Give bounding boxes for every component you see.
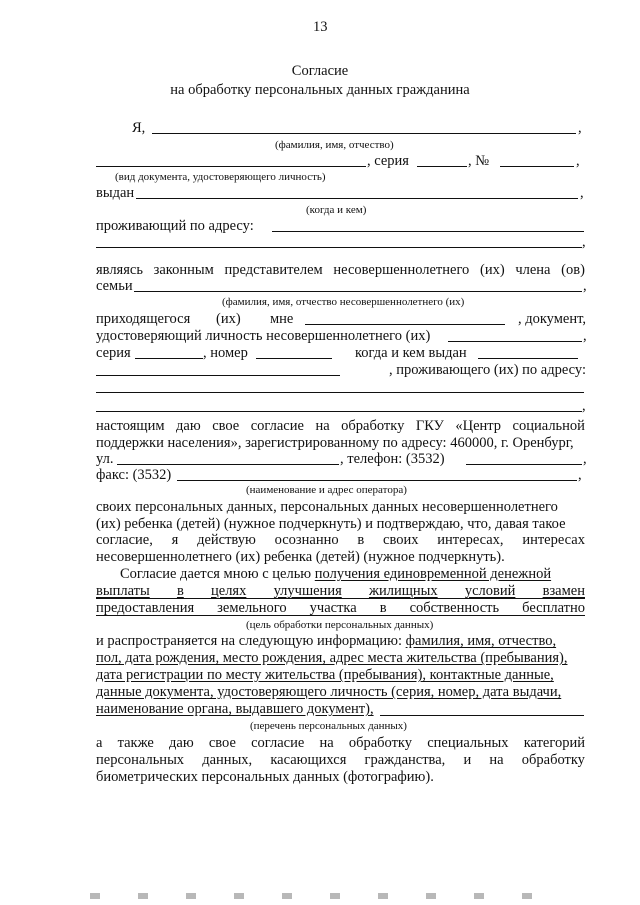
word: условий (464, 583, 516, 599)
word: персональных (96, 752, 185, 768)
street-label: ул. (96, 451, 114, 467)
word: а (96, 735, 103, 751)
word: гражданства, (364, 752, 446, 768)
representative-line-1 (96, 263, 585, 278)
word: бесплатно (522, 600, 585, 616)
word: в (379, 600, 387, 616)
info-line-4: данные документа, удостоверяющего личность (серия, номер, дата выдачи, (96, 684, 562, 700)
comma: , (576, 153, 580, 169)
purpose-underlined: получения единовременной денежной (314, 566, 552, 582)
address-line-2[interactable] (96, 247, 582, 248)
consent-line-2: поддержки населения», зарегистрированному по адресу: 460000, г. Оренбург, (96, 435, 574, 451)
word: (их) (479, 262, 505, 278)
operator-caption: (наименование и адрес оператора) (246, 484, 407, 496)
vydan-label: выдан (96, 185, 135, 201)
word: согласие, (96, 532, 153, 548)
word: «Центр (455, 418, 502, 434)
doc-series-line[interactable] (417, 166, 467, 167)
comma: , (583, 278, 587, 294)
comma: , (583, 451, 587, 467)
word: целях (211, 583, 247, 599)
comma: , (578, 467, 582, 483)
word: также (117, 735, 154, 751)
doc-caption: (вид документа, удостоверяющего личность) (115, 171, 326, 183)
word: выплаты (96, 583, 150, 599)
word: собственность (409, 600, 500, 616)
info-intro: и распространяется на следующую информацию: (96, 633, 406, 649)
word: предоставления (96, 600, 195, 616)
word: интересах (522, 532, 585, 548)
minor-doc-label: удостоверяющий личность несовершеннолетнего (их) (96, 328, 431, 344)
phone-line[interactable] (466, 464, 582, 465)
word: обработку (521, 752, 585, 768)
special-line-2 (96, 753, 585, 768)
minor-series-line[interactable] (135, 358, 203, 359)
word: согласие (250, 418, 304, 434)
word: являясь (96, 262, 143, 278)
doc-number-line[interactable] (500, 166, 574, 167)
address-label: проживающий по адресу: (96, 218, 254, 234)
phone-label: , телефон: (3532) (340, 451, 445, 467)
word: действую (197, 532, 256, 548)
document-title: Согласие (291, 63, 349, 79)
word: на (319, 735, 334, 751)
consent-paragraph-4: несовершеннолетнего (их) ребенка (детей) (нужное подчеркнуть). (96, 549, 505, 565)
consent-paragraph-1: своих персональных данных, персональных данных несовершеннолетнего (96, 499, 558, 515)
semyi-label: семьи (96, 278, 133, 294)
word: члена (515, 262, 551, 278)
minor-nomer-label: , номер (203, 345, 248, 361)
street-line[interactable] (117, 464, 339, 465)
fio-line[interactable] (152, 133, 576, 134)
word: обработку (341, 418, 405, 434)
purpose-underline-3 (96, 615, 585, 616)
purpose-line-2 (96, 584, 585, 599)
comma: , (583, 328, 587, 344)
minor-doc-line[interactable] (448, 341, 582, 342)
word: даю (169, 735, 194, 751)
word: осознанно (274, 532, 339, 548)
word: несовершеннолетнего (333, 262, 470, 278)
minor-issued-line-2[interactable] (96, 375, 340, 376)
word: категорий (523, 735, 585, 751)
word: приходящегося (96, 311, 191, 327)
consent-line-1 (96, 419, 585, 434)
purpose-caption: (цель обработки персональных данных) (246, 619, 434, 631)
info-extra-line[interactable] (380, 715, 584, 716)
info-underlined: фамилия, имя, отчество, (405, 633, 557, 649)
word: настоящим (96, 418, 165, 434)
fio-caption: (фамилия, имя, отчество) (275, 139, 394, 151)
purpose-line-3 (96, 601, 585, 616)
info-caption: (перечень персональных данных) (250, 720, 407, 732)
word: интересах, (437, 532, 504, 548)
info-line-2: пол, дата рождения, место рождения, адрес места жительства (пребывания), (96, 650, 568, 666)
minor-number-line[interactable] (256, 358, 332, 359)
word: взамен (542, 583, 585, 599)
word: и (463, 752, 472, 768)
info-line-1 (96, 634, 556, 649)
word: согласие (251, 735, 305, 751)
word: (ов) (561, 262, 585, 278)
word: , документ, (517, 311, 586, 327)
info-line-5: наименование органа, выдавшего документ), (96, 701, 374, 717)
special-line-1 (96, 736, 585, 751)
nomer-label: , № (468, 153, 490, 169)
word: представителем (224, 262, 323, 278)
word: социальной (512, 418, 585, 434)
comma: , (582, 234, 586, 250)
document-subtitle: на обработку персональных данных гражданина (170, 82, 470, 98)
word: мне (270, 311, 294, 327)
word: свое (212, 418, 240, 434)
word: (их) (216, 311, 241, 327)
doc-type-line[interactable] (96, 166, 366, 167)
minor-fio-caption: (фамилия, имя, отчество несовершеннолетнего (их) (222, 296, 465, 308)
info-line-3: дата регистрации по месту жительства (пребывания), контактные данные, (96, 667, 554, 683)
minor-address-line-2[interactable] (96, 411, 582, 412)
comma: , (582, 398, 586, 414)
comma: , (578, 120, 582, 136)
purpose-underline-2 (96, 598, 585, 599)
consent-paragraph-3 (96, 533, 585, 548)
scan-artifact (90, 893, 560, 899)
word: свое (208, 735, 236, 751)
word: даю (176, 418, 201, 434)
seriya-label: , серия (367, 153, 409, 169)
consent-paragraph-2: (их) ребенка (детей) (нужное подчеркнуть) и подтверждаю, что, давая такое (96, 516, 566, 532)
purpose-intro: Согласие дается мною с целью (120, 566, 315, 582)
word: на (315, 418, 330, 434)
word: я (171, 532, 179, 548)
minor-issued-label: когда и кем выдан (355, 345, 467, 361)
word: касающихся (270, 752, 347, 768)
word: в (176, 583, 184, 599)
issued-line[interactable] (136, 198, 578, 199)
minor-address-line-1[interactable] (96, 392, 584, 393)
page-number: 13 (313, 19, 328, 35)
minor-issued-line-1[interactable] (478, 358, 578, 359)
fax-label: факс: (3532) (96, 467, 172, 483)
word: участка (309, 600, 357, 616)
minor-seriya-label: серия (96, 345, 131, 361)
word: ГКУ (415, 418, 444, 434)
minor-fio-line[interactable] (134, 291, 582, 292)
special-line-3: биометрических персональных данных (фотографию). (96, 769, 434, 785)
address-line-1[interactable] (272, 231, 584, 232)
issued-caption: (когда и кем) (306, 204, 367, 216)
relation-line[interactable] (305, 324, 505, 325)
word: своих (383, 532, 419, 548)
comma: , (580, 185, 584, 201)
minor-address-label: , проживающего (их) по адресу: (388, 362, 586, 378)
ya-label: Я, (132, 120, 146, 136)
word: в (357, 532, 365, 548)
word: на (489, 752, 504, 768)
word: улучшения (273, 583, 342, 599)
word: законным (153, 262, 214, 278)
word: данных, (202, 752, 253, 768)
fax-line[interactable] (177, 480, 577, 481)
word: обработку (348, 735, 413, 751)
word: специальных (427, 735, 509, 751)
word: жилищных (368, 583, 438, 599)
purpose-line-1 (120, 567, 551, 582)
word: земельного (217, 600, 287, 616)
